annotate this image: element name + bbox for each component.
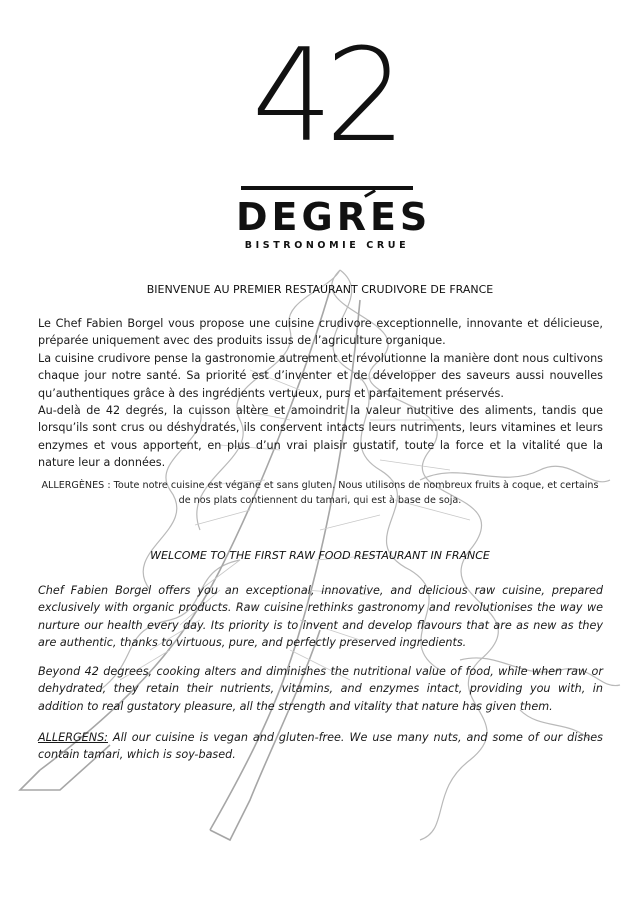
- english-paragraph: Beyond 42 degrees, cooking alters and diminishes the nutritional value of food, while when raw or dehydrated, they retain their nutrients, vitamins, and enzymes intact, providing you with, in addition to real gustatory pleasure, all the strength and vitality that nature has given them.: [38, 665, 603, 713]
- restaurant-logo: [0, 0, 640, 260]
- french-allergen-notice: [38, 478, 602, 508]
- french-paragraph: Le Chef Fabien Borgel vous propose une cuisine crudivore exceptionnelle, innovante et délicieuse, préparée uniquement avec des produits issus de l’agriculture organique.: [38, 317, 603, 348]
- french-intro: [38, 315, 603, 472]
- french-allergen-label: ALLERGÈNES: [41, 480, 105, 491]
- logo-tagline: BISTRONOMIE CRUE: [244, 240, 410, 251]
- english-allergen-notice: [38, 729, 603, 764]
- french-paragraph: Au-delà de 42 degrés, la cuisson altère et amoindrit la valeur nutritive des aliments, tandis que lorsqu’ils sont crus ou déshydratés, ils conservent intacts leurs nutriments, leurs vitamines et leurs enzymes et vous apportent, en plus d’un vrai plaisir gustatif, toute la force et la vitalité que la nature leur a données.: [38, 404, 603, 470]
- french-heading: BIENVENUE AU PREMIER RESTAURANT CRUDIVORE DE FRANCE: [146, 283, 494, 296]
- french-allergen-text: : Toute notre cuisine est végane et sans gluten. Nous utilisons de nombreux fruits à coque, et certains de nos plats contiennent du tamari, qui est à base de soja.: [104, 480, 599, 506]
- english-allergen-label: ALLERGENS:: [38, 731, 108, 744]
- english-allergen-text: All our cuisine is vegan and gluten-free. We use many nuts, and some of our dishes contain tamari, which is soy-based.: [38, 731, 603, 762]
- logo-number: 42: [251, 22, 399, 171]
- english-paragraph: Chef Fabien Borgel offers you an exceptional, innovative, and delicious raw cuisine, prepared exclusively with organic products. Raw cuisine rethinks gastronomy and revolutionises the way we nurture our health every day. Its priority is to invent and develop flavours that are as new as they are authentic, thanks to virtuous, pure, and perfectly preserved ingredients.: [38, 584, 603, 650]
- logo-wordmark: DEGRES: [236, 195, 432, 239]
- french-paragraph: La cuisine crudivore pense la gastronomie autrement et révolutionne la manière dont nous cultivons chaque jour notre santé. Sa priorité est d’inventer et de développer des saveurs aussi nouvelles qu’authentiques grâce à des ingrédients vertueux, purs et parfaitement préservés.: [38, 351, 603, 400]
- logo-divider: [241, 186, 413, 190]
- english-heading: WELCOME TO THE FIRST RAW FOOD RESTAURANT IN FRANCE: [150, 549, 490, 562]
